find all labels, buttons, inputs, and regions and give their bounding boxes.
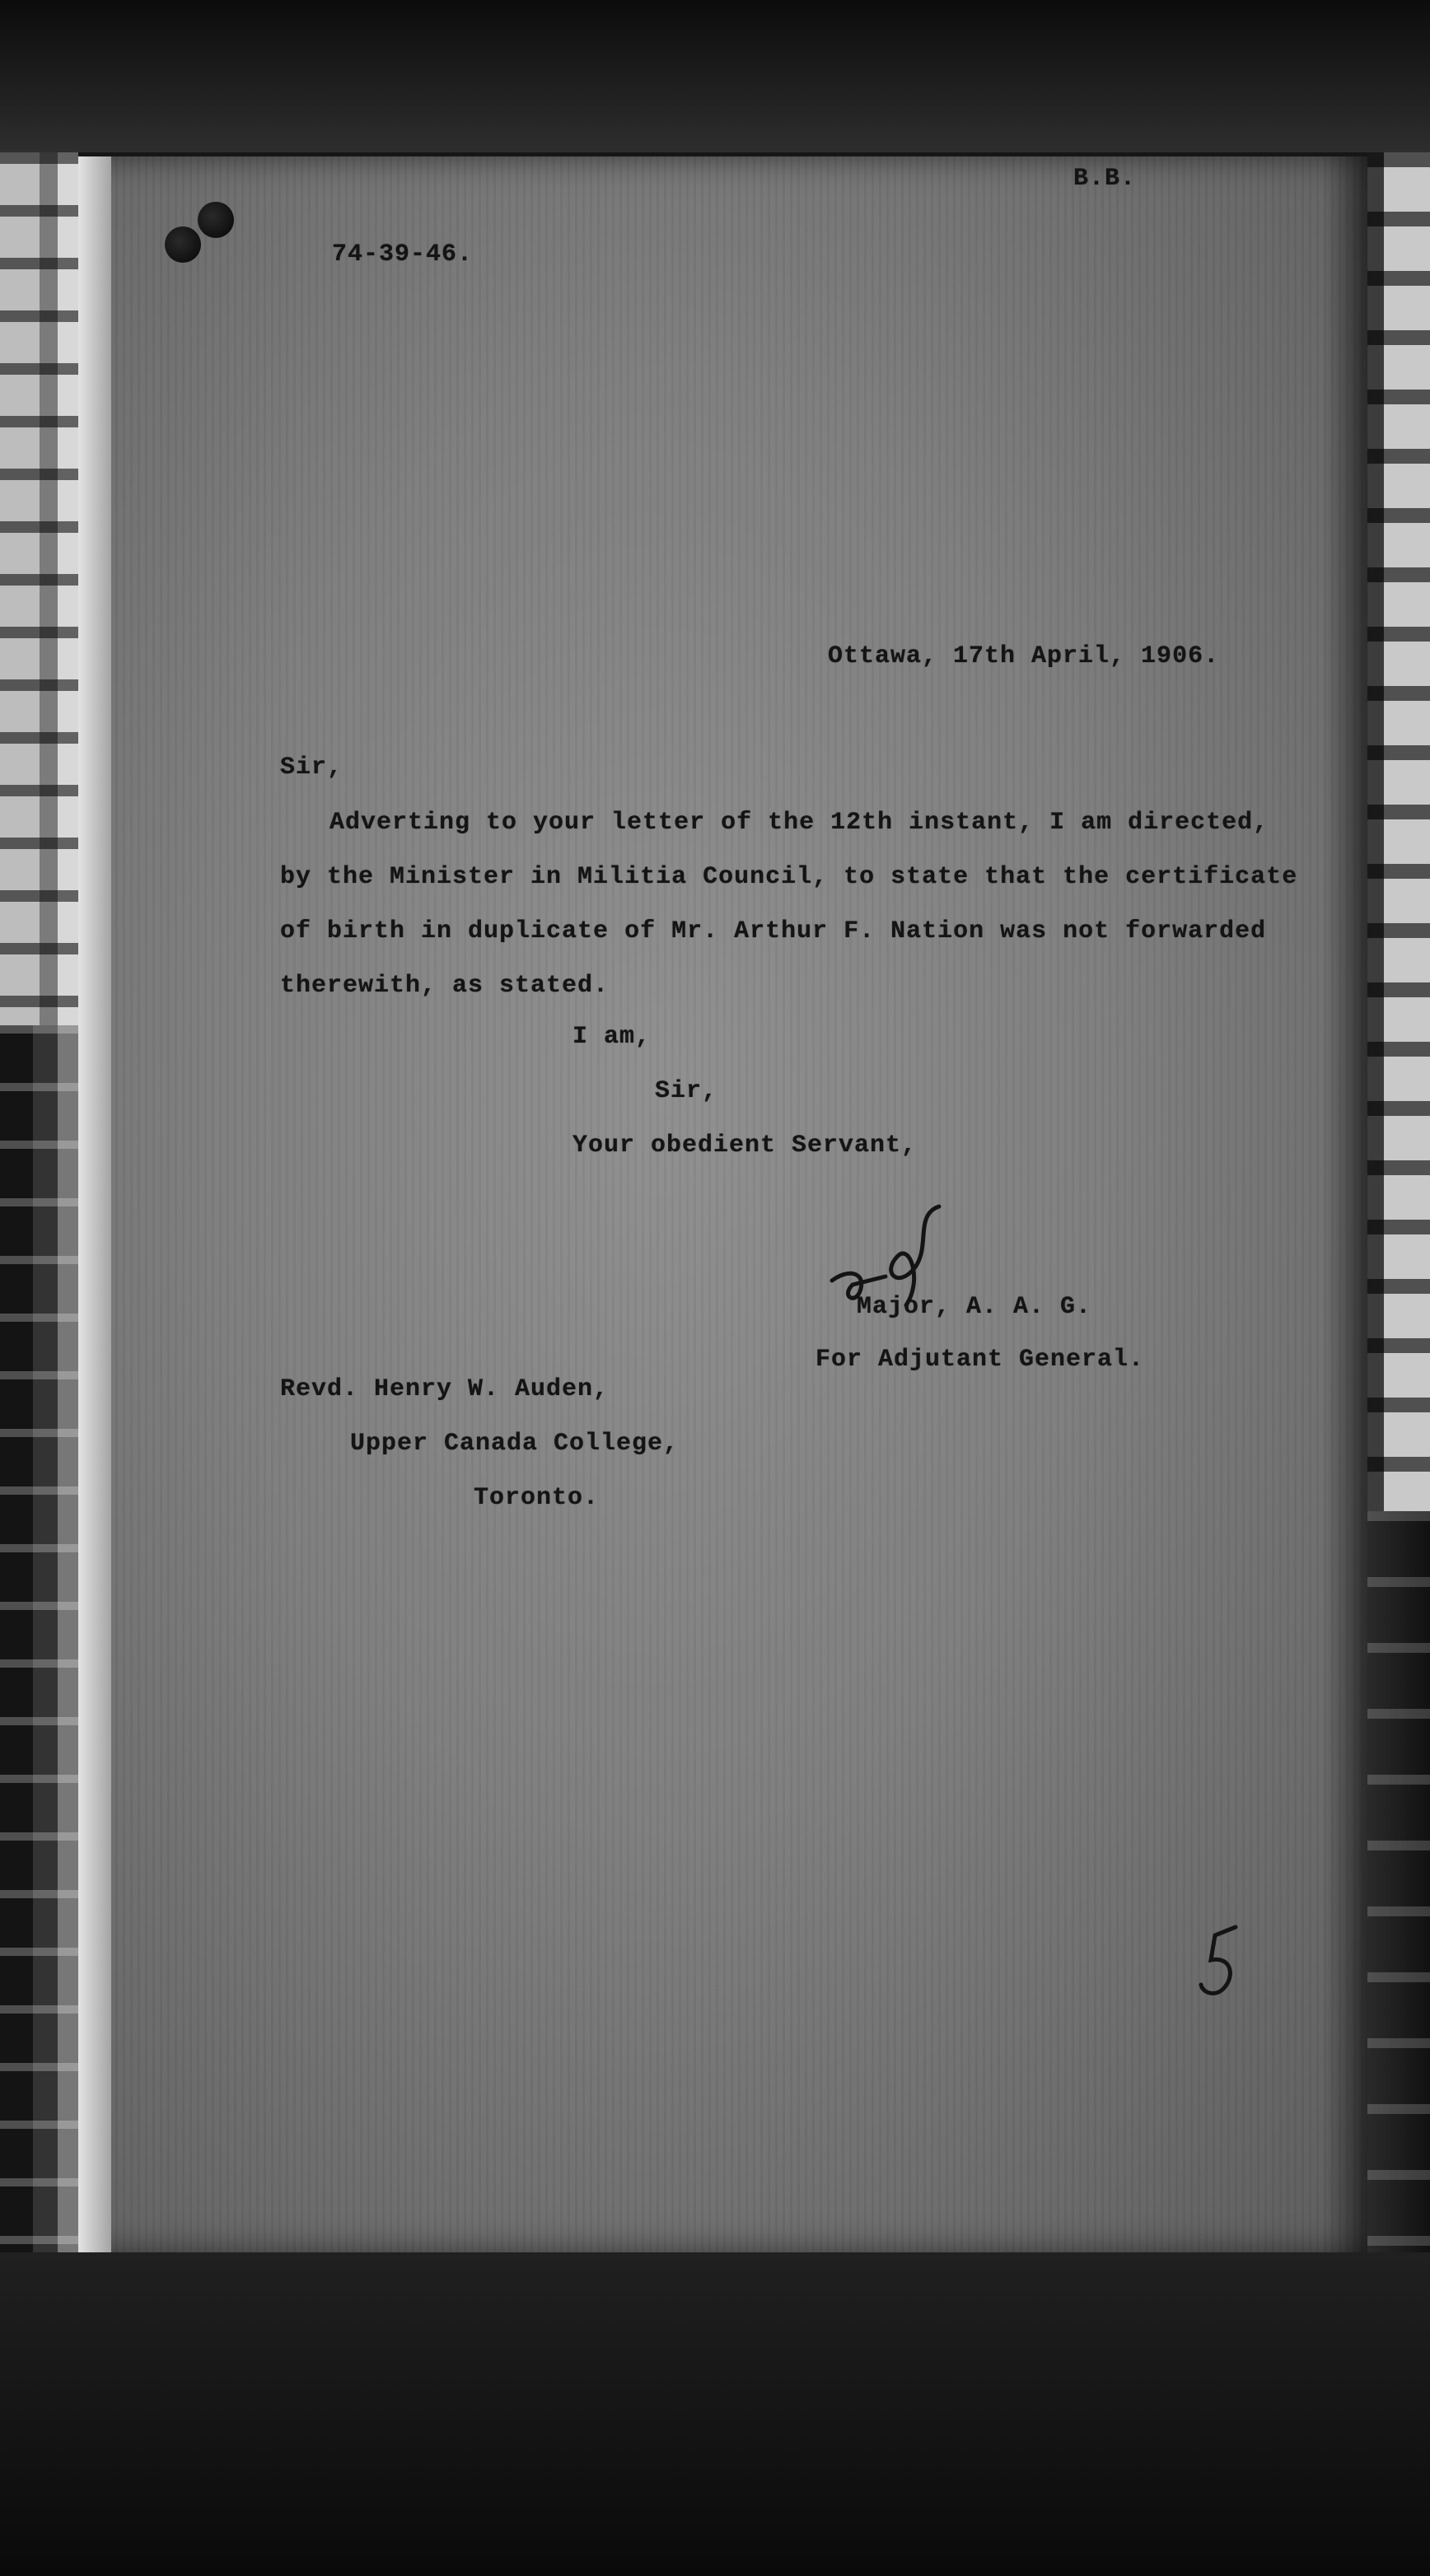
film-right-dark-strip	[1367, 1511, 1430, 2252]
letter-page	[78, 156, 1367, 2252]
closing-servant: Your obedient Servant,	[572, 1132, 918, 1160]
handwritten-page-mark	[1186, 1919, 1252, 2009]
page-right-edge	[1322, 156, 1367, 2252]
addressee-city: Toronto.	[474, 1484, 600, 1512]
date-line: Ottawa, 17th April, 1906.	[828, 642, 1220, 670]
body-line: by the Minister in Militia Council, to state that the certificate	[280, 863, 1298, 891]
film-top-band	[0, 0, 1430, 152]
file-number: 74-39-46.	[332, 240, 474, 268]
film-right-strip	[1367, 152, 1430, 1511]
salutation: Sir,	[280, 754, 343, 782]
film-bottom-band	[0, 2252, 1430, 2576]
body-line: therewith, as stated.	[280, 972, 610, 1000]
addressee-name: Revd. Henry W. Auden,	[280, 1375, 610, 1403]
punch-hole	[165, 226, 201, 263]
body-line: of birth in duplicate of Mr. Arthur F. Nation was not forwarded	[280, 917, 1267, 945]
closing-i-am: I am,	[572, 1023, 652, 1051]
corner-mark: B.B.	[1073, 165, 1137, 193]
page-left-edge	[78, 156, 111, 2252]
signature-for-line: For Adjutant General.	[815, 1346, 1145, 1374]
closing-sir: Sir,	[655, 1077, 718, 1105]
signature-rank: Major, A. A. G.	[857, 1293, 1092, 1321]
film-left-dark-strip	[0, 1025, 78, 2252]
addressee-institution: Upper Canada College,	[350, 1430, 680, 1458]
body-line: Adverting to your letter of the 12th instant, I am directed,	[329, 809, 1269, 837]
punch-hole	[198, 202, 234, 238]
